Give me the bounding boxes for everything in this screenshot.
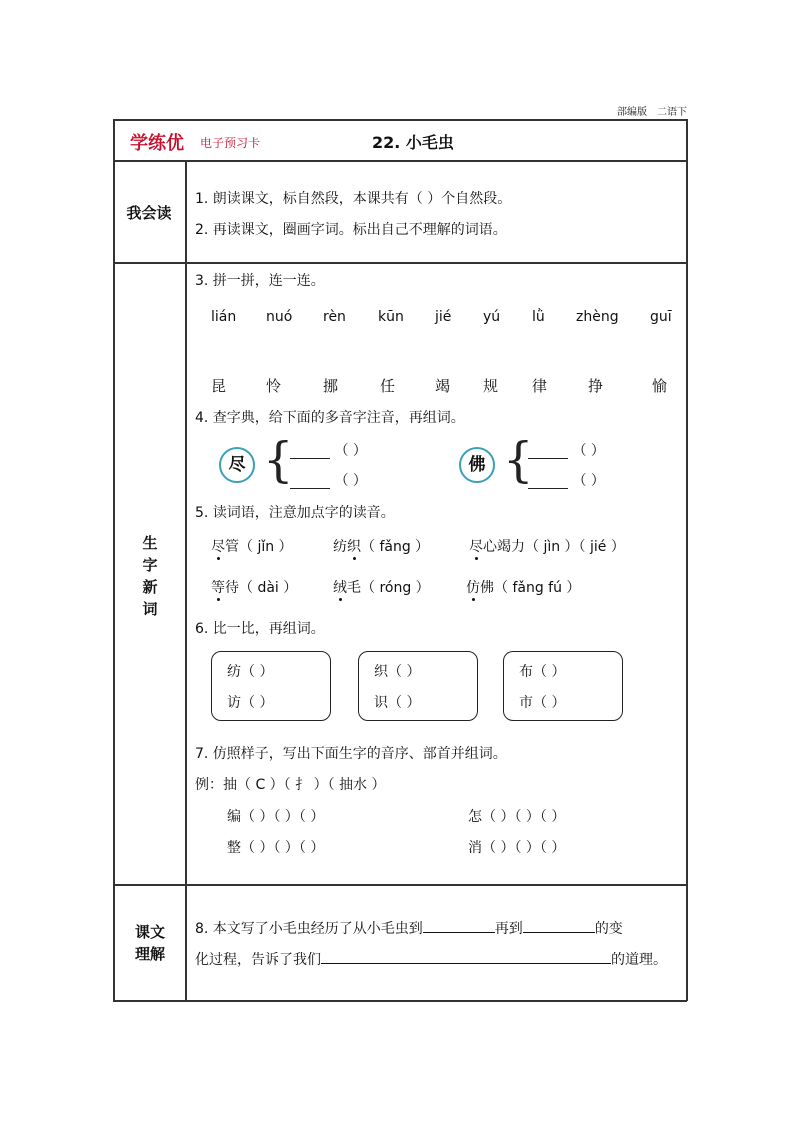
pinyin-item: zhèng (576, 309, 619, 325)
q7-example: 例：抽（ C ）（ 扌 ）（ 抽水 ） (195, 777, 386, 793)
brace-icon: { (263, 432, 294, 488)
read-divider (113, 262, 687, 264)
dotted-char: 尽 (469, 536, 483, 556)
brace-icon: { (503, 432, 534, 488)
blank-line[interactable] (528, 444, 568, 459)
pinyin-paren[interactable]: （ ） (572, 473, 605, 489)
grade: 二语下 (657, 107, 687, 118)
table-right-line (686, 119, 688, 1001)
polyphone-char-2: 佛 (459, 447, 495, 483)
pinyin-paren[interactable]: （ ） (334, 473, 367, 489)
pinyin-item: kūn (378, 309, 404, 325)
table-left-line (113, 119, 115, 1001)
compare-item[interactable]: 织（ ） (374, 664, 421, 680)
q5-title: 5. 读词语，注意加点字的读音。 (195, 505, 395, 521)
q4-title: 4. 查字典，给下面的多音字注音，再组词。 (195, 410, 465, 426)
label-column-line (185, 160, 187, 1001)
dotted-char: 绒 (333, 577, 347, 597)
q5-word: 尽管（ jǐn ） (211, 536, 293, 556)
q8-text: 的变 (594, 921, 623, 937)
blank-line[interactable] (290, 444, 330, 459)
pinyin-item: lián (211, 309, 237, 325)
comprehension-line: 理解 (134, 945, 165, 963)
q7-title: 7. 仿照样子，写出下面生字的音序、部首并组词。 (195, 746, 507, 762)
vocab-char: 词 (142, 600, 158, 618)
char-item: 律 (532, 377, 548, 395)
q7-row[interactable]: 编（ ）（ ）（ ） (227, 809, 325, 825)
q7-row[interactable]: 消（ ）（ ）（ ） (468, 840, 566, 856)
q4-line (290, 440, 367, 460)
q5-word: 尽心竭力（ jìn ）（ jié ） (469, 536, 625, 556)
pinyin-item: jié (435, 309, 452, 325)
header-divider (113, 160, 687, 162)
compare-item[interactable]: 识（ ） (374, 695, 421, 711)
table-bottom-line (113, 1000, 687, 1002)
answer-line[interactable] (523, 918, 595, 933)
q6-title: 6. 比一比，再组词。 (195, 621, 325, 637)
pinyin-paren[interactable]: （ ） (572, 443, 605, 459)
q4-line (528, 440, 605, 460)
comprehension-line: 课文 (134, 923, 165, 941)
edition-label (617, 103, 687, 118)
dotted-char: 织 (347, 536, 361, 556)
read-item-1: 1. 朗读课文，标自然段，本课共有（ ）个自然段。 (195, 191, 512, 207)
char-item: 挪 (323, 377, 339, 395)
q7-row[interactable]: 怎（ ）（ ）（ ） (468, 809, 566, 825)
vocab-char: 新 (142, 578, 158, 596)
answer-line[interactable] (423, 918, 495, 933)
char-item: 任 (380, 377, 396, 395)
q5-word: 绒毛（ róng ） (333, 577, 430, 597)
pinyin-item: nuó (266, 309, 293, 325)
answer-line[interactable] (321, 949, 611, 964)
char-item: 挣 (588, 377, 604, 395)
q8-text: 8. 本文写了小毛虫经历了从小毛虫到 (195, 921, 423, 937)
q4-line (290, 470, 367, 490)
polyphone-char-1: 尽 (219, 447, 255, 483)
pinyin-item: guī (650, 309, 672, 325)
char-item: 愉 (652, 377, 668, 395)
compare-item[interactable]: 市（ ） (519, 695, 566, 711)
vocab-divider (113, 884, 687, 886)
q8-line-2 (195, 949, 667, 969)
pinyin-item: rèn (323, 309, 346, 325)
pinyin-item: lǜ (532, 309, 545, 325)
blank-line[interactable] (290, 474, 330, 489)
q8-text: 化过程，告诉了我们 (195, 952, 321, 968)
char-item: 规 (483, 377, 499, 395)
pinyin-item: yú (483, 309, 501, 325)
char-item: 竭 (435, 377, 451, 395)
q5-word: 仿佛（ fǎng fú ） (466, 577, 580, 597)
table-top-line (113, 119, 687, 121)
char-item: 怜 (266, 377, 282, 395)
q7-row[interactable]: 整（ ）（ ）（ ） (227, 840, 325, 856)
lesson-title: 22. 小毛虫 (372, 133, 454, 152)
section-label-vocab (130, 532, 170, 620)
q5-word: 纺织（ fǎng ） (333, 536, 429, 556)
q8-text: 的道理。 (611, 952, 667, 968)
read-item-2: 2. 再读课文，圈画字词。标出自己不理解的词语。 (195, 222, 507, 238)
section-label-read: 我会读 (126, 204, 172, 222)
vocab-char: 生 (142, 534, 158, 552)
char-item: 昆 (211, 377, 227, 395)
compare-item[interactable]: 访（ ） (227, 695, 274, 711)
q3-title: 3. 拼一拼，连一连。 (195, 273, 325, 289)
compare-item[interactable]: 布（ ） (519, 664, 566, 680)
q8-text: 再到 (494, 921, 523, 937)
vocab-char: 字 (142, 556, 158, 574)
pinyin-paren[interactable]: （ ） (334, 443, 367, 459)
dotted-char: 仿 (466, 577, 480, 597)
dotted-char: 等 (211, 577, 225, 597)
q5-word: 等待（ dài ） (211, 577, 297, 597)
publisher: 部编版 (617, 107, 647, 118)
section-label-comprehension (128, 921, 172, 965)
compare-item[interactable]: 纺（ ） (227, 664, 274, 680)
dotted-char: 尽 (211, 536, 225, 556)
q8-line-1 (195, 918, 623, 938)
blank-line[interactable] (528, 474, 568, 489)
q4-line (528, 470, 605, 490)
brand-logo-text: 学练优 (130, 133, 184, 154)
brand-subtitle: 电子预习卡 (200, 136, 261, 150)
